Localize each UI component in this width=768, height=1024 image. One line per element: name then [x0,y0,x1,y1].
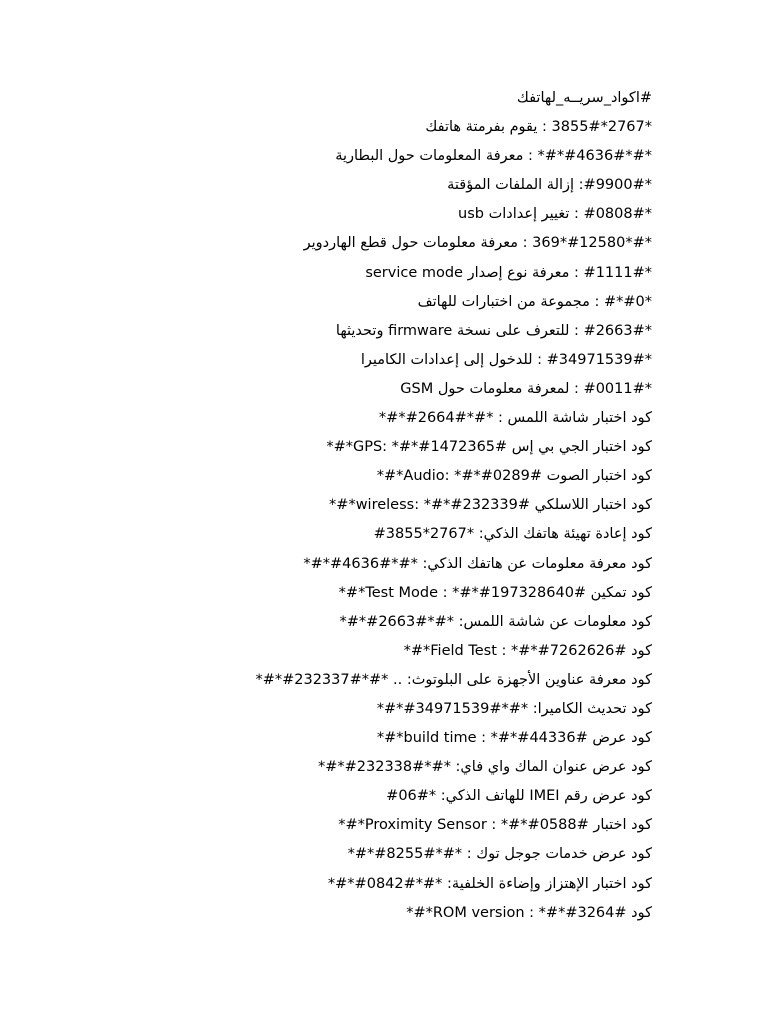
list-item: *#*#4636#*#* : معرفة المعلومات حول البطارية [335,148,652,165]
list-item: كود اختبار شاشة اللمس : *#*#2664#*#* [378,410,652,427]
list-item: كود تمكين Test Mode : *#*#197328640#*#* [338,584,652,601]
list-item: كود عرض خدمات جوجل توك : *#*#8255#*#* [347,846,652,863]
list-item: كود عرض عنوان الماك واي فاي: *#*#232338#*#* [317,759,652,776]
list-item: كود اختبار Proximity Sensor : *#*#0588#*#* [338,817,652,834]
list-item: كود Field Test : *#*#7262626#*#* [403,642,652,659]
list-item: كود اختبار الجي بي إس GPS: *#*#1472365#*#* [326,439,652,456]
document-title: #اكواد_سريــه_لهاتفك [516,90,652,106]
list-item: *#9900#: إزالة الملفات المؤقتة [447,177,652,194]
list-item: *#34971539# : للدخول إلى إعدادات الكاميرا [360,351,652,368]
codes-list [92,84,652,928]
list-item: كود اختبار الصوت Audio: *#*#0289#*#* [376,468,652,485]
list-item: *2767*3855# : يقوم بفرمتة هاتفك [425,119,652,136]
list-item: كود معلومات عن شاشة اللمس: *#*#2663#*#* [339,613,652,630]
list-item: كود ROM version : *#*#3264#*#* [406,904,652,921]
list-item: كود اختبار الإهتزاز وإضاءة الخلفية: *#*#0842#*#* [327,875,652,892]
list-item: *#1111# : معرفة نوع إصدار service mode [365,264,652,281]
list-item: كود معرفة معلومات عن هاتفك الذكي: *#*#4636#*#* [303,555,652,572]
list-item: كود إعادة تهيئة هاتفك الذكي: *2767*3855# [373,526,652,543]
list-item: *#*#12580*369 : معرفة معلومات حول قطع الهاردوير [303,235,652,252]
list-item: كود عرض رقم IMEI للهاتف الذكي: *#06# [386,788,652,805]
list-item: كود معرفة عناوين الأجهزة على البلوتوث: .. *#*#232337#*#* [255,671,652,688]
list-item: كود اختبار اللاسلكي wireless: *#*#232339#*#* [329,497,652,514]
list-item: *#0011# : لمعرفة معلومات حول GSM [400,380,652,397]
list-item: *#2663# : للتعرف على نسخة firmware وتحديثها [335,322,652,339]
list-item: كود تحديث الكاميرا: *#*#34971539#*#* [376,700,652,717]
list-item: *#0808# : تغيير إعدادات usb [458,206,652,223]
list-item: *#0*# : مجموعة من اختبارات للهاتف [417,293,652,310]
list-item: كود عرض build time : *#*#44336#*#* [376,730,652,747]
